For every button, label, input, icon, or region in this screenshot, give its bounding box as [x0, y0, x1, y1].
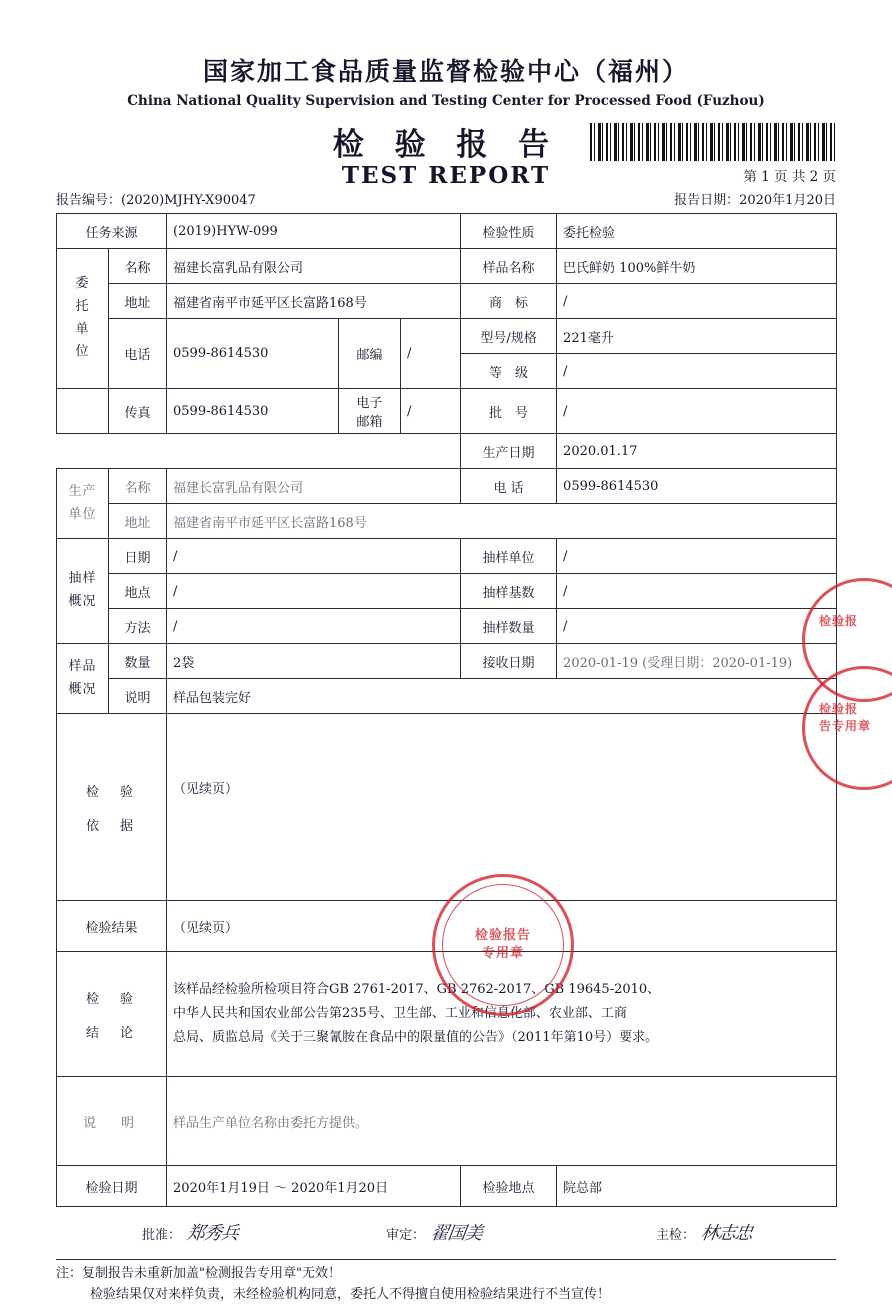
- table-row: [57, 284, 837, 319]
- barcode-icon: [590, 123, 836, 161]
- table-row: [57, 901, 837, 952]
- sampling-unit-value: /: [557, 539, 837, 574]
- client-block-label: 委 托 单 位: [57, 249, 109, 389]
- table-row: [57, 714, 837, 901]
- edge-seal-line-1: 检验报: [819, 702, 859, 716]
- report-number: [56, 189, 256, 208]
- conclusion-line-1: 该样品经检验所检项目符合GB 2761-2017、GB 2762-2017、GB 19645-2010、: [173, 981, 661, 997]
- report-date-value: 2020年1月20日: [739, 193, 836, 208]
- sampling-base-label: 抽样基数: [461, 574, 557, 609]
- producer-name-value: 福建长富乳品有限公司: [167, 469, 461, 504]
- table-row: [57, 319, 837, 354]
- client-fax-value: 0599-8614530: [167, 389, 339, 434]
- remark-label: 说 明: [57, 1077, 167, 1166]
- basis-label: 检 验 依 据: [57, 714, 167, 901]
- table-row: [57, 679, 837, 714]
- conclusion-value: [167, 952, 837, 1077]
- client-tel-value: 0599-8614530: [167, 319, 339, 389]
- received-date-label: 接收日期: [461, 644, 557, 679]
- grade-label: 等 级: [461, 354, 557, 389]
- client-address-value: 福建省南平市延平区长富路168号: [167, 284, 461, 319]
- received-date-value: 2020-01-19 (受理日期：2020-01-19): [557, 644, 837, 679]
- remark-value: 样品生产单位名称由委托方提供。: [167, 1077, 837, 1166]
- conclusion-line-2: 中华人民共和国农业部公告第235号、卫生部、工业和信息化部、农业部、工商: [173, 1005, 627, 1021]
- task-source-value: (2019)HYW-099: [167, 214, 461, 249]
- table-row: [57, 504, 837, 539]
- approve-signature: [142, 1219, 238, 1245]
- report-meta-row: [56, 189, 836, 209]
- batch-value: /: [557, 389, 837, 434]
- table-row: [57, 214, 837, 249]
- producer-tel-label: 电 话: [461, 469, 557, 504]
- sampling-place-label: 地点: [109, 574, 167, 609]
- table-row: [57, 1166, 837, 1207]
- producer-block-label: 生产 单位: [57, 469, 109, 539]
- report-title-cn: 检 验 报 告: [332, 127, 560, 163]
- result-label: 检验结果: [57, 901, 167, 952]
- client-block-label-pad: [57, 389, 109, 434]
- sample-qty-value: 2袋: [167, 644, 461, 679]
- conclusion-line-3: 总局、质监总局《关于三聚氰胺在食品中的限量值的公告》（2011年第10号）要求。: [173, 1030, 659, 1046]
- conclusion-label: 检 验 结 论: [57, 952, 167, 1077]
- check-signature: [656, 1219, 752, 1245]
- table-row: [57, 644, 837, 679]
- table-row: [57, 574, 837, 609]
- signature-row: [56, 1207, 836, 1253]
- producer-address-value: 福建省南平市延平区长富路168号: [167, 504, 837, 539]
- table-row: [57, 249, 837, 284]
- report-table: [56, 213, 837, 1207]
- institution-title-en: China National Quality Supervision and Testing Center for Processed Food (Fuzhou): [127, 93, 765, 109]
- model-value: 221毫升: [557, 319, 837, 354]
- sampling-method-label: 方法: [109, 609, 167, 644]
- seal-text-line-2: 专用章: [481, 946, 524, 961]
- table-row: [57, 469, 837, 504]
- sampling-date-label: 日期: [109, 539, 167, 574]
- edge-seal-text-upper: 检验报: [819, 614, 859, 628]
- client-email-label: 电子 邮箱: [339, 389, 401, 434]
- check-label: 主检：: [656, 1228, 696, 1243]
- seal-text-line-1: 检验报告: [474, 927, 531, 943]
- table-row: [57, 389, 837, 434]
- production-date-value: 2020.01.17: [557, 434, 837, 469]
- sample-name-value: 巴氏鲜奶 100%鲜牛奶: [557, 249, 837, 284]
- client-zip-label: 邮编: [339, 319, 401, 389]
- footer-note-1: 注：复制报告未重新加盖"检测报告专用章"无效！: [56, 1266, 341, 1281]
- producer-address-label: 地址: [109, 504, 167, 539]
- table-row: [57, 609, 837, 644]
- producer-tel-value: 0599-8614530: [557, 469, 837, 504]
- review-signature-value: 翟国美: [429, 1223, 484, 1244]
- sampling-qty-value: /: [557, 609, 837, 644]
- review-label: 审定：: [386, 1228, 426, 1243]
- page-number: 第 1 页 共 2 页: [743, 169, 836, 185]
- footer-notes: [56, 1264, 836, 1306]
- report-date-label: 报告日期：: [674, 193, 740, 208]
- batch-label: 批 号: [461, 389, 557, 434]
- table-row: [57, 434, 837, 469]
- result-value: （见续页）: [167, 901, 837, 952]
- client-address-label: 地址: [109, 284, 167, 319]
- client-fax-label: 传真: [109, 389, 167, 434]
- client-zip-value: /: [401, 319, 461, 389]
- basis-value: （见续页）: [167, 714, 837, 901]
- approve-label: 批准：: [142, 1228, 182, 1243]
- sampling-qty-label: 抽样数量: [461, 609, 557, 644]
- report-title-row: [0, 119, 892, 189]
- sampling-block-label: 抽样 概况: [57, 539, 109, 644]
- approve-signature-value: 郑秀兵: [185, 1223, 240, 1244]
- test-nature-label: 检验性质: [461, 214, 557, 249]
- sampling-unit-label: 抽样单位: [461, 539, 557, 574]
- model-label: 型号/规格: [461, 319, 557, 354]
- task-source-label: 任务来源: [57, 214, 167, 249]
- sampling-base-value: /: [557, 574, 837, 609]
- table-row: [57, 952, 837, 1077]
- client-tel-label: 电话: [109, 319, 167, 389]
- report-number-label: 报告编号：: [56, 193, 122, 208]
- test-date-value: 2020年1月19日 ～ 2020年1月20日: [167, 1166, 461, 1207]
- trademark-value: /: [557, 284, 837, 319]
- sampling-date-value: /: [167, 539, 461, 574]
- table-row: [57, 539, 837, 574]
- production-date-label: 生产日期: [461, 434, 557, 469]
- trademark-label: 商 标: [461, 284, 557, 319]
- grade-value: /: [557, 354, 837, 389]
- check-signature-value: 林志忠: [699, 1223, 754, 1244]
- client-email-value: /: [401, 389, 461, 434]
- client-name-value: 福建长富乳品有限公司: [167, 249, 461, 284]
- test-nature-value: 委托检验: [557, 214, 837, 249]
- client-name-label: 名称: [109, 249, 167, 284]
- sample-desc-label: 说明: [109, 679, 167, 714]
- test-place-value: 院总部: [557, 1166, 837, 1207]
- sample-name-label: 样品名称: [461, 249, 557, 284]
- review-signature: [386, 1219, 482, 1245]
- sample-qty-label: 数量: [109, 644, 167, 679]
- institution-title-cn: 国家加工食品质量监督检验中心（福州）: [202, 57, 689, 86]
- sampling-method-value: /: [167, 609, 461, 644]
- report-title-en: TEST REPORT: [341, 162, 551, 189]
- report-number-value: (2020)MJHY-X90047: [121, 193, 256, 208]
- table-row: [57, 1077, 837, 1166]
- test-date-label: 检验日期: [57, 1166, 167, 1207]
- sample-desc-value: 样品包装完好: [167, 679, 837, 714]
- edge-seal-line-2: 告专用章: [819, 719, 872, 734]
- sampling-place-value: /: [167, 574, 461, 609]
- spacer-cell: [57, 434, 461, 469]
- producer-name-label: 名称: [109, 469, 167, 504]
- footer-note-2: 检验结果仅对来样负责，未经检验机构同意，委托人不得擅自使用检验结果进行不当宣传！: [90, 1286, 611, 1302]
- report-date: [674, 189, 836, 208]
- footer-divider: [56, 1259, 836, 1260]
- sample-block-label: 样品 概况: [57, 644, 109, 714]
- document-header: [0, 0, 892, 189]
- test-place-label: 检验地点: [461, 1166, 557, 1207]
